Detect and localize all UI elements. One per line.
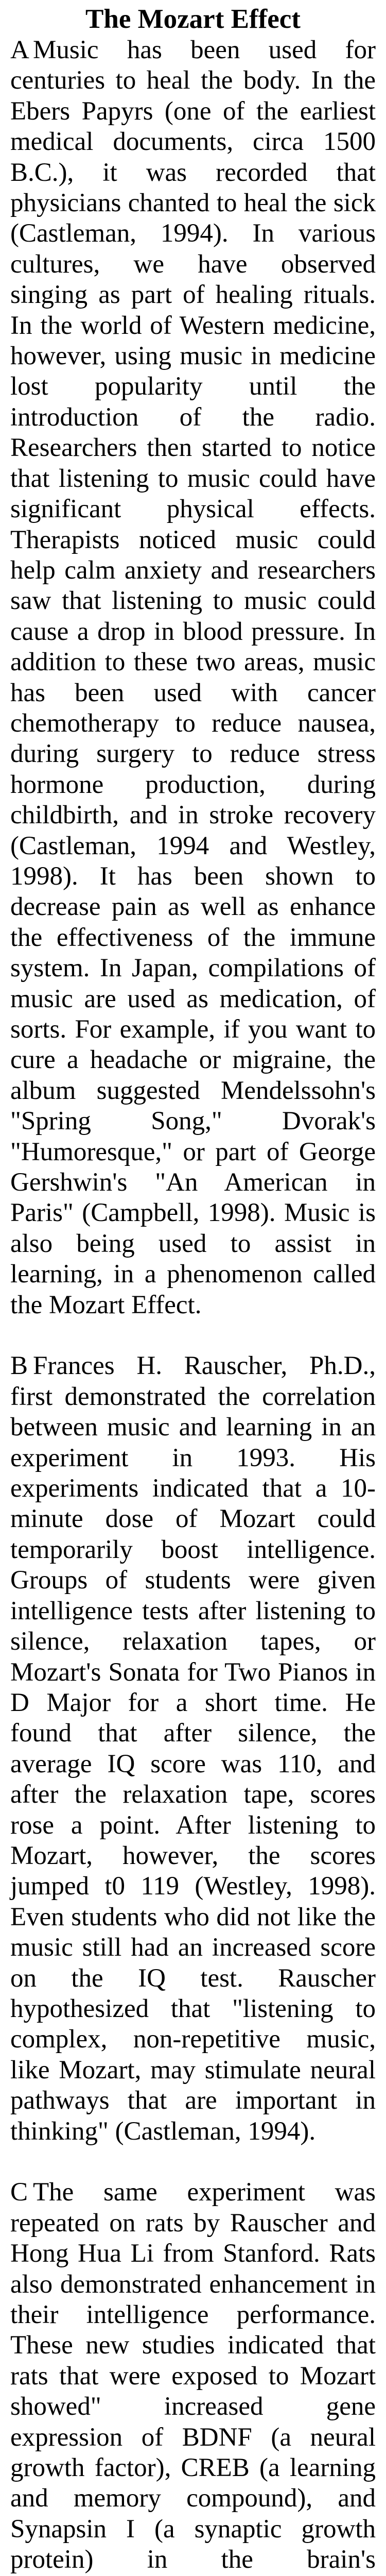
paragraph-letter: A (10, 36, 29, 64)
paragraph-c (10, 2177, 376, 2576)
paragraph-b (10, 1351, 376, 2147)
paragraph-gap (10, 1320, 376, 1351)
article-body (10, 35, 376, 2576)
paragraph-letter: C (10, 2178, 28, 2207)
paragraph-a (10, 35, 376, 1320)
paragraph-gap (10, 2147, 376, 2177)
paragraph-text: Music has been used for centuries to heal the body. In the Ebers Papyrs (one of the earliest medical documents, circa 1500 B.C.), it was recorded that physicians chanted to heal the sick (Castleman, 1994). In various cultures, we have observed singing as part of healing rituals. In the world of Western medicine, however, using music in medicine lost popularity until the introduction of the radio. Researchers then started to notice that listening to music could have significant physical effects. Therapists noticed music could help calm anxiety and researchers saw that listening to music could cause a drop in blood pressure. In addition to these two areas, music has been used with cancer chemotherapy to reduce nausea, during surgery to reduce stress hormone production, during childbirth, and in stroke recovery (Castleman, 1994 and Westley, 1998). It has been shown to decrease pain as well as enhance the effectiveness of the immune system. In Japan, compilations of music are used as medication, of sorts. For example, if you want to cure a headache or migraine, the album suggested Mendelssohn's "Spring Song," Dvorak's "Humoresque," or part of George Gershwin's "An American in Paris" (Campbell, 1998). Music is also being used to assist in learning, in a phenomenon called the Mozart Effect. (10, 36, 376, 1319)
article-title: The Mozart Effect (85, 4, 301, 34)
paragraph-letter: B (10, 1351, 28, 1381)
paragraph-text: The same experiment was repeated on rats by Rauscher and Hong Hua Li from Stanford. Rats also demonstrated enhancement in their intelligence performance. These new studies indicated that rats that were exposed to Mozart showed" increased gene expression of BDNF (a neural growth factor), CREB (a learning and memory compound), and Synapsin I (a synaptic growth protein) in the brain's (10, 2178, 376, 2574)
paragraph-text: Frances H. Rauscher, Ph.D., first demonstrated the correlation between music and learning in an experiment in 1993. His experiments indicated that a 10- minute dose of Mozart could temporarily boost intelligence. Groups of students were given intelligence tests after listening to silence, relaxation tapes, or Mozart's Sonata for Two Pianos in D Major for a short time. He found that after silence, the average IQ score was 110, and after the relaxation tape, scores rose a point. After listening to Mozart, however, the scores jumped t0 119 (Westley, 1998). Even students who did not like the music still had an increased score on the IQ test. Rauscher hypothesized that "listening to complex, non-repetitive music, like Mozart, may stimulate neural pathways that are important in thinking" (Castleman, 1994). (10, 1351, 376, 2146)
